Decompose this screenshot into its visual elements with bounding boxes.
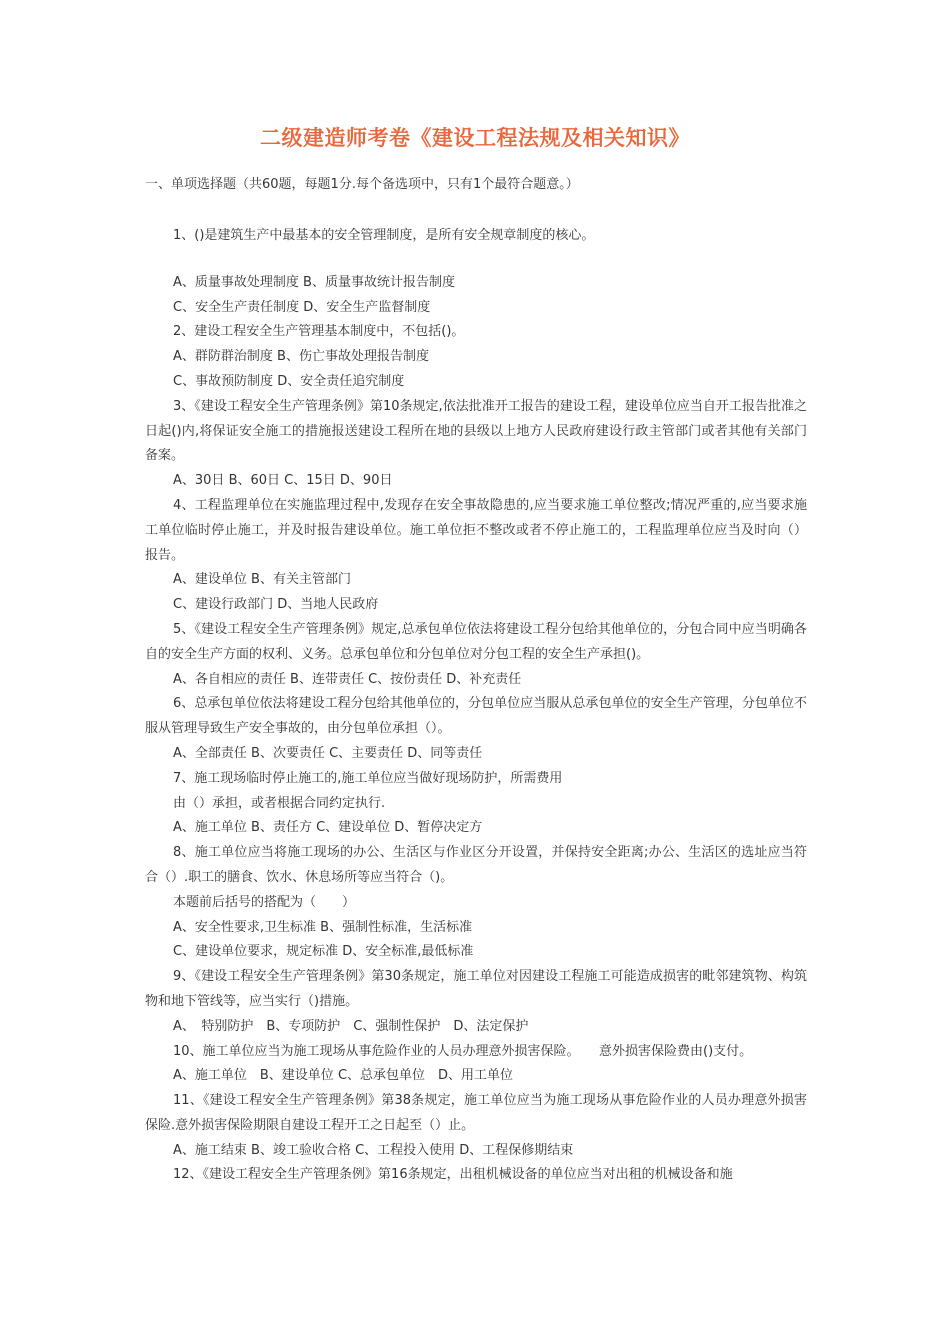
question-7-options: A、施工单位 B、责任方 C、建设单位 D、暂停决定方	[173, 820, 483, 836]
question-11: 11、《建设工程安全生产管理条例》第38条规定，施工单位应当为施工现场从事危险作业的人员办理意外损害保险.意外损害保险期限自建设工程开工之日起至（）止。	[145, 1093, 807, 1133]
question-2-options-ab: A、群防群治制度 B、伤亡事故处理报告制度	[173, 349, 429, 365]
question-3-options: A、30日 B、60日 C、15日 D、90日	[173, 473, 393, 489]
question-8-options-ab: A、安全性要求,卫生标准 B、强制性标准，生活标准	[173, 919, 473, 935]
question-7-continued: 由（）承担，或者根据合同约定执行.	[173, 795, 386, 811]
question-2: 2、建设工程安全生产管理基本制度中，不包括()。	[173, 324, 465, 340]
question-2-options-cd: C、事故预防制度 D、安全责任追究制度	[173, 373, 405, 389]
question-4: 4、工程监理单位在实施监理过程中,发现存在安全事故隐患的,应当要求施工单位整改;情况严重的,应当要求施工单位临时停止施工，并及时报告建设单位。施工单位拒不整改或者不停止施工的，工程监理单位应当及时向（）报告。	[145, 497, 807, 563]
question-11-options: A、施工结束 B、竣工验收合格 C、工程投入使用 D、工程保修期结束	[173, 1142, 574, 1158]
question-8-options-cd: C、建设单位要求，规定标准 D、安全标准,最低标准	[173, 944, 474, 960]
question-9: 9、《建设工程安全生产管理条例》第30条规定，施工单位对因建设工程施工可能造成损害的毗邻建筑物、构筑物和地下管线等，应当实行（)措施。	[145, 969, 807, 1009]
question-4-options-cd: C、建设行政部门 D、当地人民政府	[173, 597, 379, 613]
question-1-options-ab: A、质量事故处理制度 B、质量事故统计报告制度	[173, 274, 455, 290]
question-8: 8、施工单位应当将施工现场的办公、生活区与作业区分开设置，并保持安全距离;办公、生活区的选址应当符合（）.职工的膳食、饮水、休息场所等应当符合（)。	[145, 845, 807, 885]
question-5: 5、《建设工程安全生产管理条例》规定,总承包单位依法将建设工程分包给其他单位的，分包合同中应当明确各自的安全生产方面的权利、义务。总承包单位和分包单位对分包工程的安全生产承担()。	[145, 621, 807, 662]
question-1-options-cd: C、安全生产责任制度 D、安全生产监督制度	[173, 299, 431, 315]
question-9-options: A、 特别防护 B、专项防护 C、强制性保护 D、法定保护	[173, 1018, 529, 1034]
question-3: 3、《建设工程安全生产管理条例》第10条规定,依法批准开工报告的建设工程，建设单位应当自开工报告批准之日起()内,将保证安全施工的措施报送建设工程所在地的县级以上地方人民政府建设行政主管部门或者其他有关部门备案。	[145, 398, 807, 464]
question-10: 10、施工单位应当为施工现场从事危险作业的人员办理意外损害保险。 意外损害保险费由()支付。	[173, 1043, 753, 1059]
question-6-options: A、全部责任 B、次要责任 C、主要责任 D、同等责任	[173, 745, 483, 761]
question-1: 1、()是建筑生产中最基本的安全管理制度，是所有安全规章制度的核心。	[173, 228, 595, 243]
document-title: 二级建造师考卷《建设工程法规及相关知识》	[260, 126, 690, 150]
question-8-note: 本题前后括号的搭配为（ ）	[173, 894, 356, 910]
question-12: 12、《建设工程安全生产管理条例》第16条规定，出租机械设备的单位应当对出租的机械设备和施	[173, 1167, 733, 1183]
question-10-options: A、施工单位 B、建设单位 C、总承包单位 D、用工单位	[173, 1068, 514, 1084]
question-6: 6、总承包单位依法将建设工程分包给其他单位的，分包单位应当服从总承包单位的安全生产管理，分包单位不服从管理导致生产安全事故的，由分包单位承担（）。	[145, 696, 807, 737]
section-header: 一、单项选择题（共60题，每题1分.每个备选项中，只有1个最符合题意。）	[145, 177, 579, 192]
question-4-options-ab: A、建设单位 B、有关主管部门	[173, 572, 351, 588]
question-5-options: A、各自相应的责任 B、连带责任 C、按份责任 D、补充责任	[173, 671, 522, 687]
document-body	[145, 224, 807, 1188]
question-7: 7、施工现场临时停止施工的,施工单位应当做好现场防护，所需费用	[173, 770, 563, 786]
